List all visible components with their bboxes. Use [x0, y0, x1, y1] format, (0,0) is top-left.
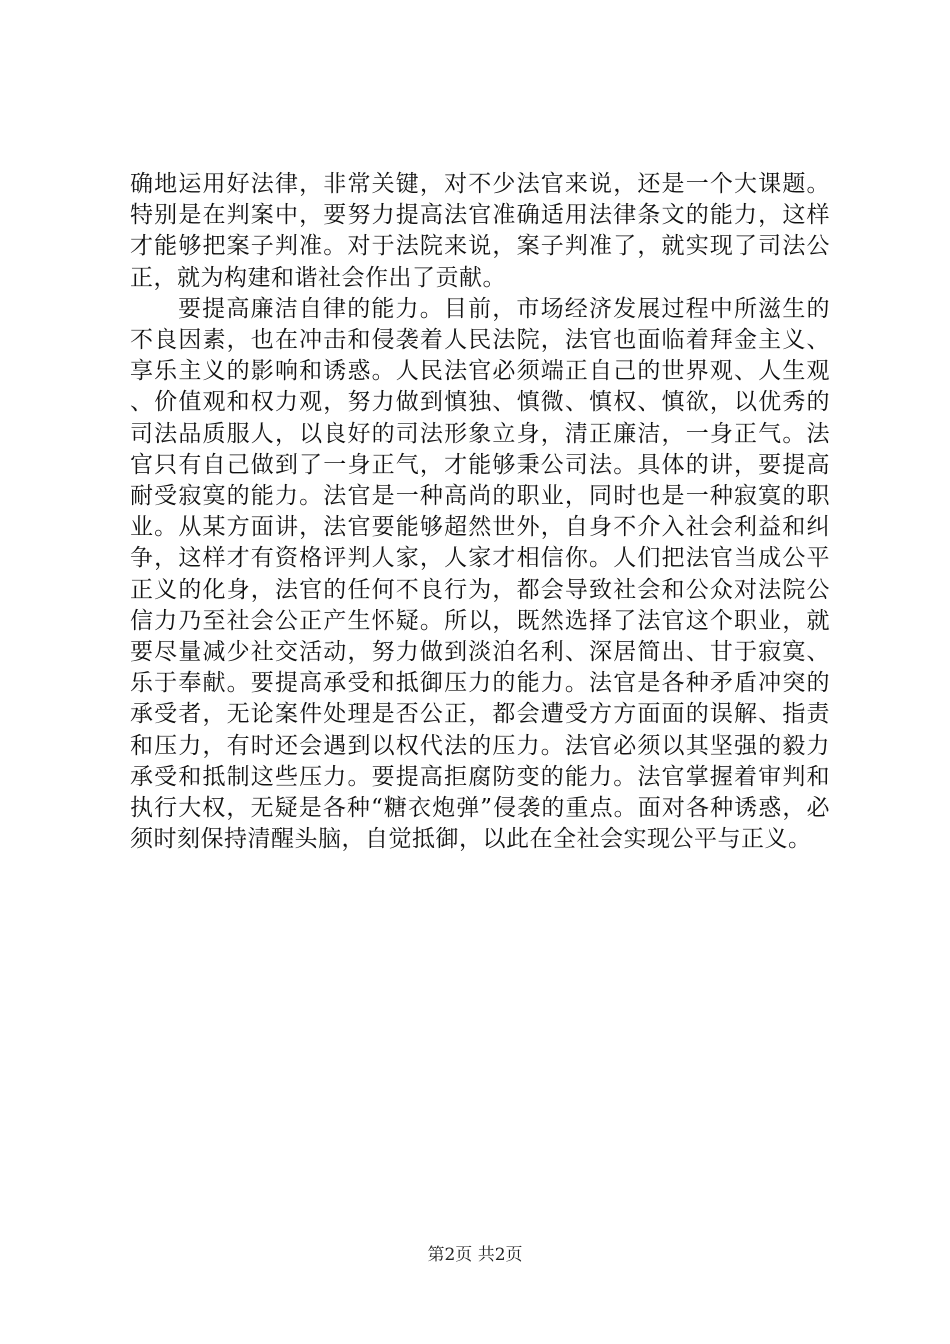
page-footer [0, 1244, 950, 1266]
document-body [130, 169, 830, 855]
page-number: 第2页 共2页 [427, 1245, 523, 1265]
paragraph-integrity: 要提高廉洁自律的能力。目前，市场经济发展过程中所滋生的不良因素，也在冲击和侵袭着人民法院，法官也面临着拜金主义、享乐主义的影响和诱惑。人民法官必须端正自己的世界观、人生观、价值观和权力观，努力做到慎独、慎微、慎权、慎欲，以优秀的司法品质服人，以良好的司法形象立身，清正廉洁，一身正气。法官只有自己做到了一身正气，才能够秉公司法。具体的讲，要提高耐受寂寞的能力。法官是一种高尚的职业，同时也是一种寂寞的职业。从某方面讲，法官要能够超然世外，自身不介入社会利益和纠争，这样才有资格评判人家，人家才相信你。人们把法官当成公平正义的化身，法官的任何不良行为，都会导致社会和公众对法院公信力乃至社会公正产生怀疑。所以，既然选择了法官这个职业，就要尽量减少社交活动，努力做到淡泊名利、深居简出、甘于寂寞、乐于奉献。要提高承受和抵御压力的能力。法官是各种矛盾冲突的承受者，无论案件处理是否公正，都会遭受方方面面的误解、指责和压力，有时还会遇到以权代法的压力。法官必须以其坚强的毅力承受和抵制这些压力。要提高拒腐防变的能力。法官掌握着审判和执行大权，无疑是各种“糖衣炮弹”侵袭的重点。面对各种诱惑，必须时刻保持清醒头脑，自觉抵御，以此在全社会实现公平与正义。 [130, 295, 830, 853]
paragraph-continuation: 确地运用好法律，非常关键，对不少法官来说，还是一个大课题。特别是在判案中，要努力提高法官准确适用法律条文的能力，这样才能够把案子判准。对于法院来说，案子判准了，就实现了司法公正，就为构建和谐社会作出了贡献。 [130, 171, 830, 291]
